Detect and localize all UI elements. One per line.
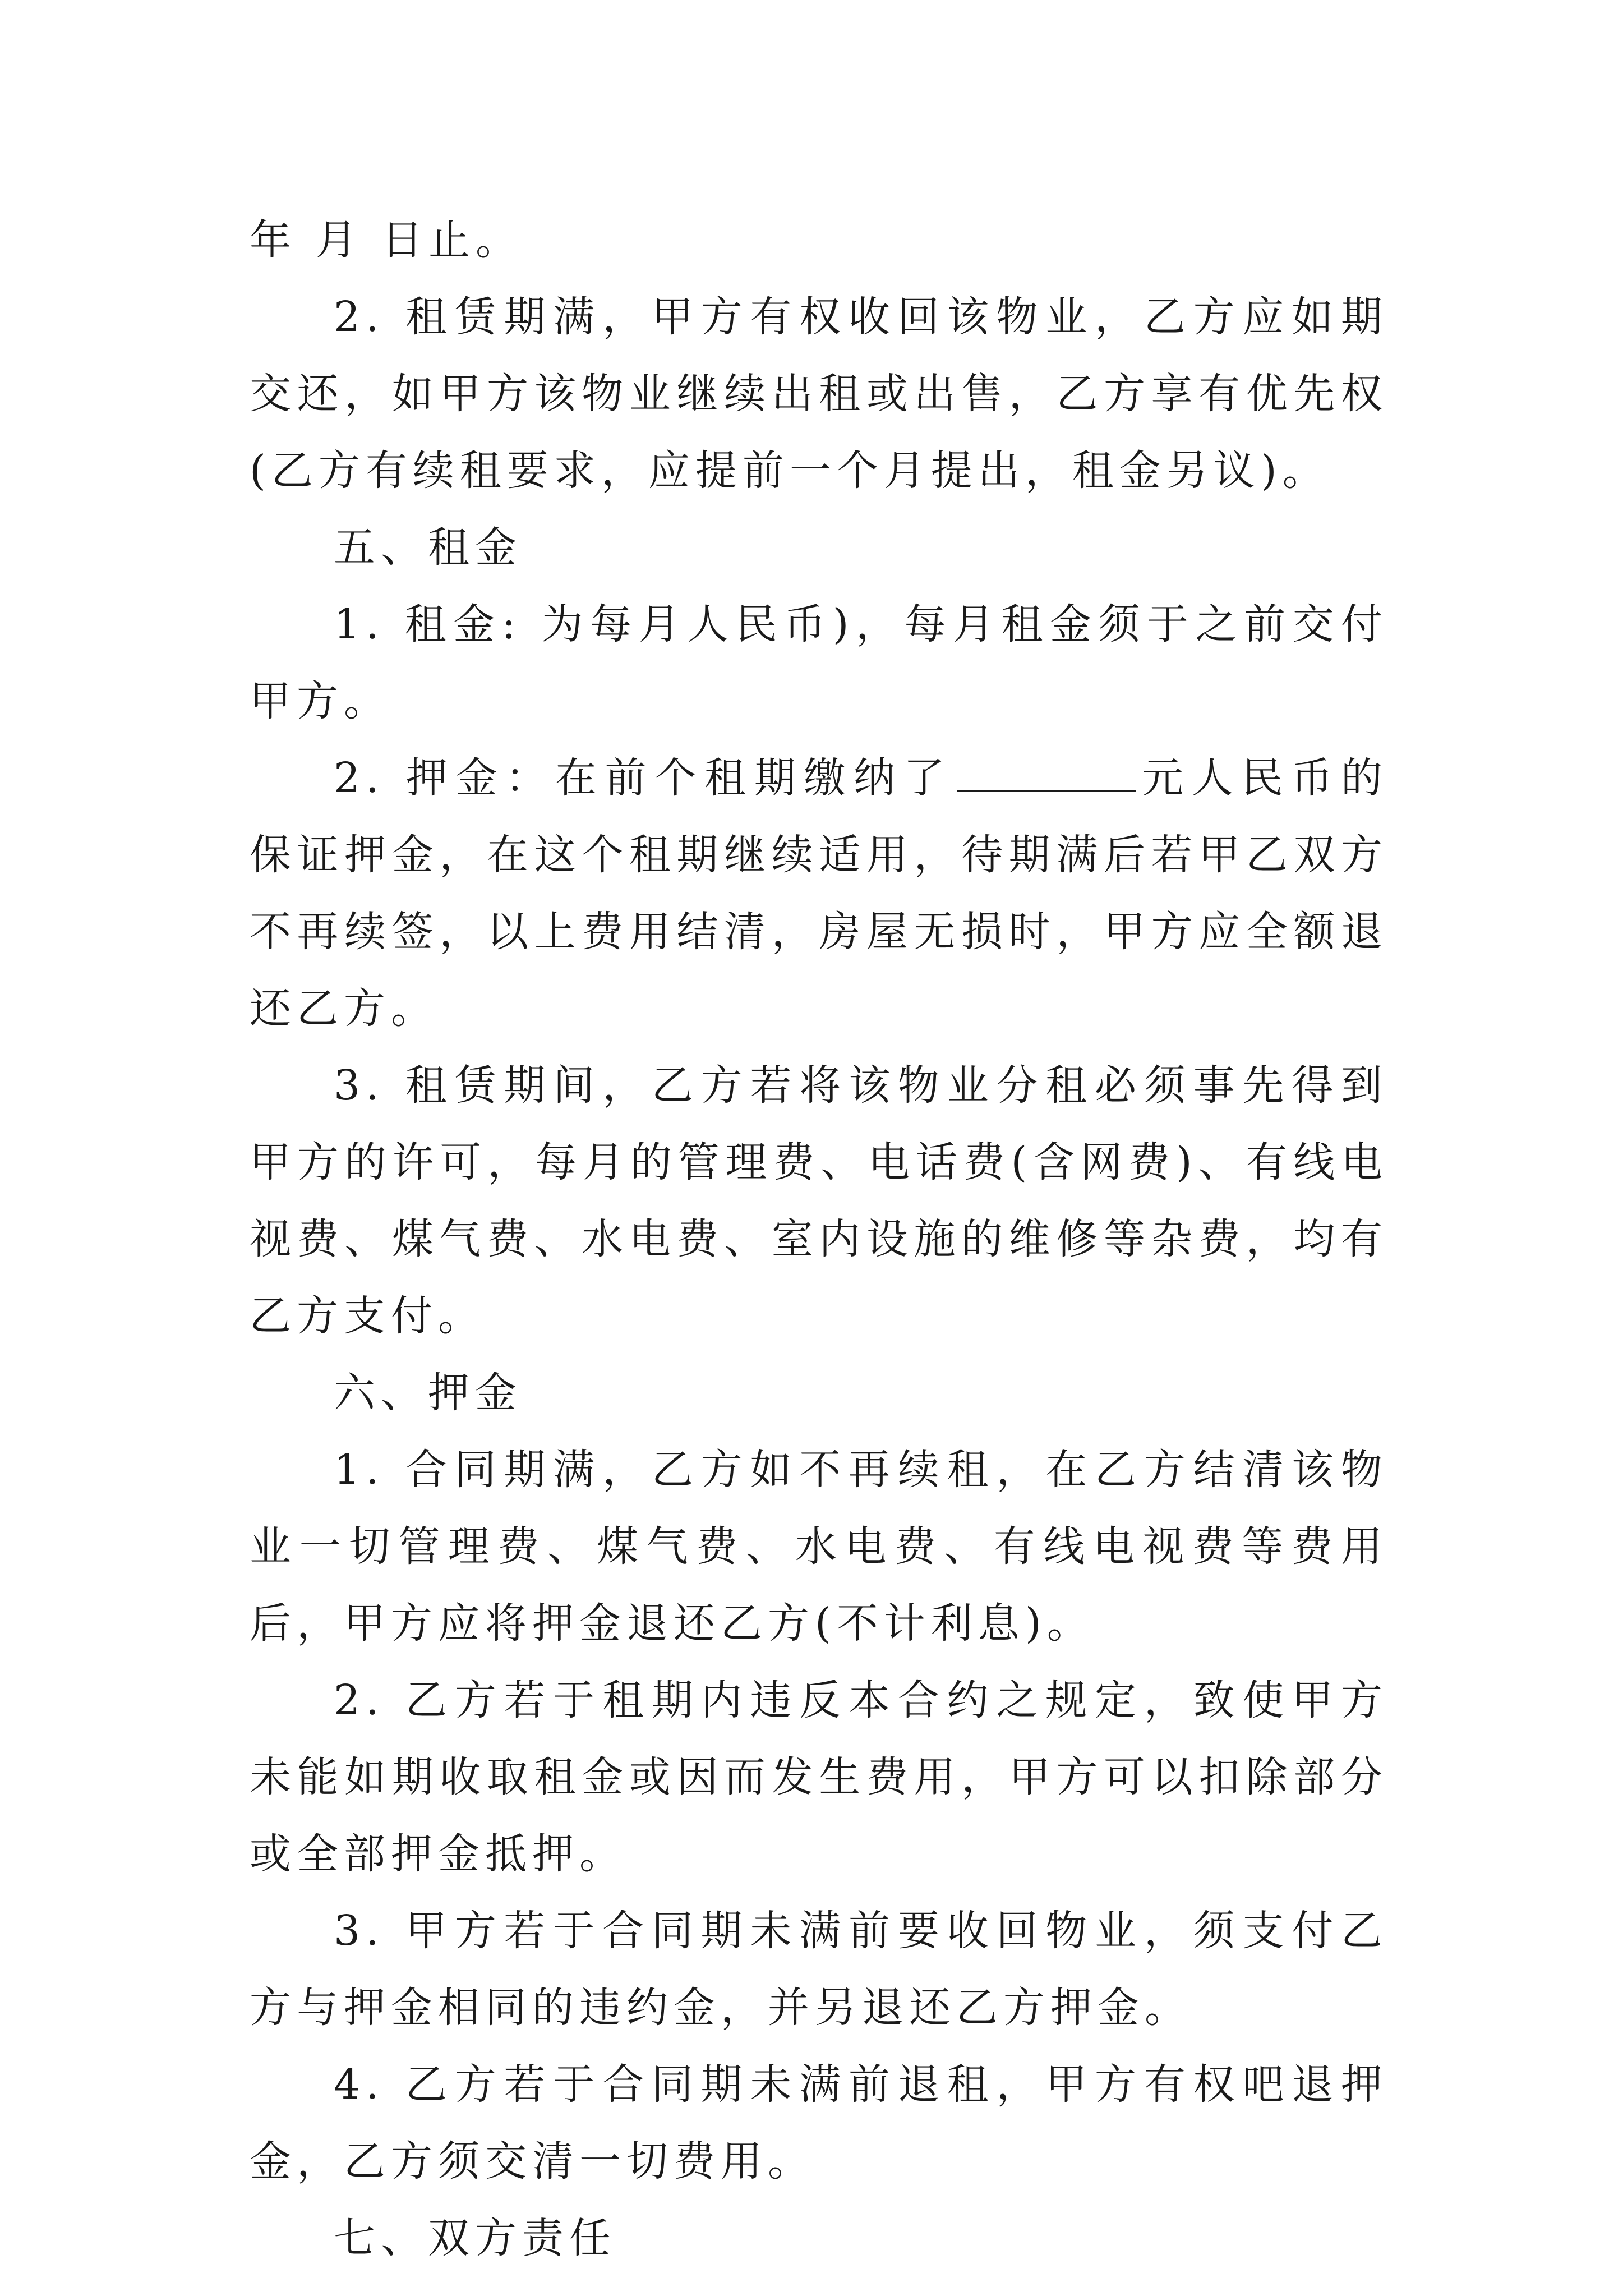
section-7-heading: 七、双方责任 bbox=[334, 2214, 616, 2262]
deposit-clause-4: 4. 乙方若于合同期未满前退租，甲方有权吧退押金，乙方须交清一切费用。 bbox=[250, 2060, 1388, 2185]
rent-clause-2-before: 2. 押金：在前个租期缴纳了 bbox=[334, 754, 953, 802]
lease-clause-2: 2. 租赁期满，甲方有权收回该物业，乙方应如期交还，如甲方该物业继续出租或出售，乙方享有优先权(乙方有续租要求，应提前一个月提出，租金另议)。 bbox=[250, 293, 1388, 495]
rent-clause-3: 3. 租赁期间，乙方若将该物业分租必须事先得到甲方的许可，每月的管理费、电话费(含网费)、有线电视费、煤气费、水电费、室内设施的维修等杂费，均有乙方支付。 bbox=[250, 1061, 1388, 1340]
deposit-clause-2: 2. 乙方若于租期内违反本合约之规定，致使甲方未能如期收取租金或因而发生费用，甲方可以扣除部分或全部押金抵押。 bbox=[250, 1676, 1388, 1878]
fill-in-blank bbox=[957, 749, 1136, 792]
continued-line: 年 月 日止。 bbox=[250, 216, 523, 264]
document-body bbox=[250, 202, 1388, 2277]
section-5-heading: 五、租金 bbox=[334, 523, 522, 572]
rent-clause-1: 1. 租金: 为每月人民币)，每月租金须于之前交付甲方。 bbox=[250, 600, 1388, 725]
deposit-clause-3: 3. 甲方若于合同期未满前要收回物业，须支付乙方与押金相同的违约金，并另退还乙方押金。 bbox=[250, 1907, 1388, 2032]
section-6-heading: 六、押金 bbox=[334, 1369, 522, 1417]
rent-clause-2 bbox=[250, 740, 1388, 1047]
deposit-clause-1: 1. 合同期满，乙方如不再续租，在乙方结清该物业一切管理费、煤气费、水电费、有线电视费等费用后，甲方应将押金退还乙方(不计利息)。 bbox=[250, 1446, 1388, 1648]
rent-clause-2-after: 元人民币的保证押金，在这个租期继续适用，待期满后若甲乙双方不再续签，以上费用结清，房屋无损时，甲方应全额退还乙方。 bbox=[250, 754, 1389, 1033]
